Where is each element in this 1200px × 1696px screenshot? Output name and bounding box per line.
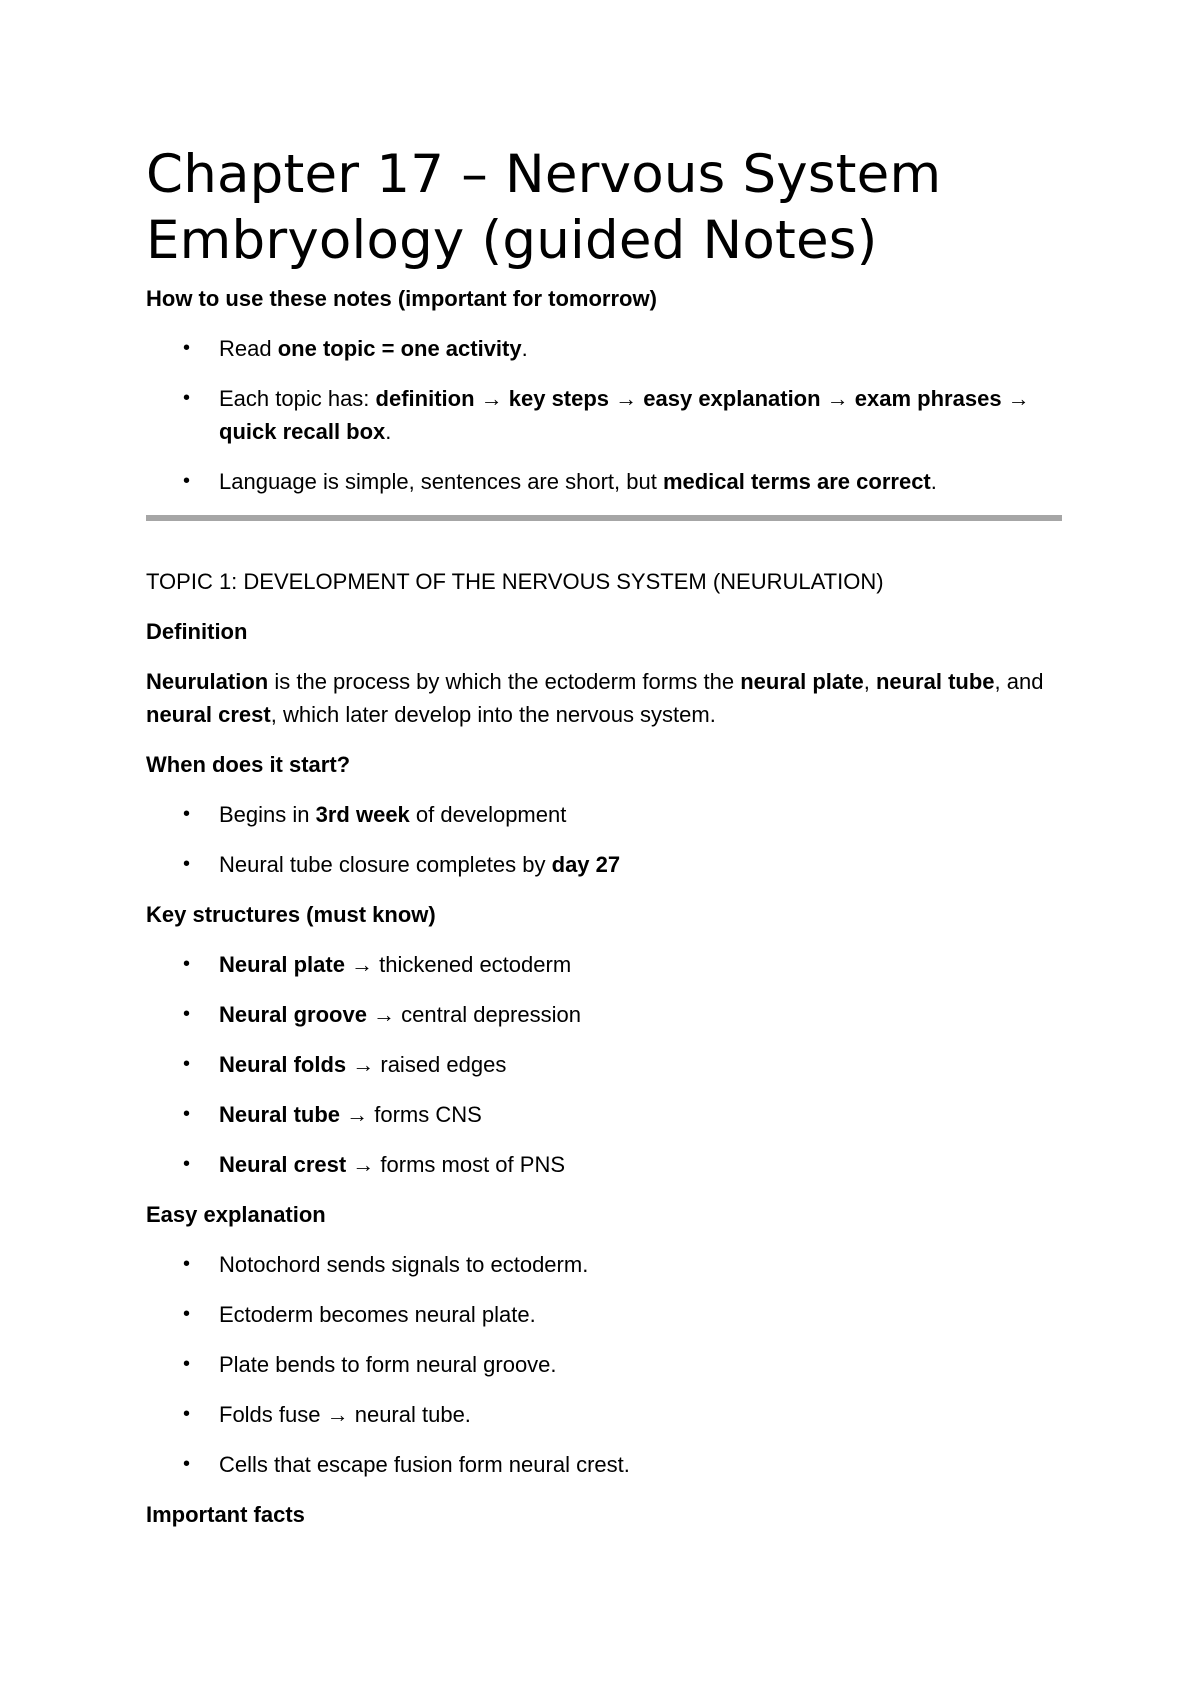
bullet-icon: • bbox=[183, 1453, 191, 1475]
bullet-icon: • bbox=[183, 803, 191, 825]
horizontal-divider bbox=[146, 515, 1062, 521]
text: Ectoderm becomes neural plate. bbox=[219, 1302, 536, 1327]
list-item bbox=[146, 1098, 1062, 1131]
bullet-icon: • bbox=[183, 337, 191, 359]
list-item bbox=[146, 1148, 1062, 1181]
bullet-icon: • bbox=[183, 1053, 191, 1075]
text: Folds fuse → neural tube. bbox=[219, 1402, 471, 1427]
text: → thickened ectoderm bbox=[344, 952, 572, 977]
text: → raised edges bbox=[346, 1052, 507, 1077]
easy-explanation-heading: Easy explanation bbox=[146, 1202, 326, 1227]
text: , bbox=[863, 669, 876, 694]
text: , which later develop into the nervous system. bbox=[270, 702, 716, 727]
howto-heading: How to use these notes (important for tomorrow) bbox=[146, 286, 657, 311]
text: Notochord sends signals to ectoderm. bbox=[219, 1252, 589, 1277]
text: , and bbox=[994, 669, 1044, 694]
list-item bbox=[146, 332, 1062, 365]
howto-list bbox=[146, 332, 1062, 498]
list-item bbox=[146, 998, 1062, 1031]
document-title: Chapter 17 – Nervous System Embryology (guided Notes) bbox=[146, 144, 942, 271]
when-list bbox=[146, 798, 1062, 881]
key-structures-heading: Key structures (must know) bbox=[146, 902, 436, 927]
list-item bbox=[146, 798, 1062, 831]
when-heading: When does it start? bbox=[146, 752, 351, 777]
list-item bbox=[146, 382, 1062, 448]
list-item bbox=[146, 948, 1062, 981]
bullet-icon: • bbox=[183, 1403, 191, 1425]
bullet-icon: • bbox=[183, 1353, 191, 1375]
bold-text: Neural tube bbox=[219, 1102, 341, 1127]
text: Each topic has: bbox=[219, 386, 376, 411]
list-item bbox=[146, 1298, 1062, 1331]
definition-paragraph bbox=[146, 665, 1062, 731]
bullet-icon: • bbox=[183, 1153, 191, 1175]
bullet-icon: • bbox=[183, 953, 191, 975]
list-item bbox=[146, 848, 1062, 881]
list-item bbox=[146, 1348, 1062, 1381]
bold-text: neural crest bbox=[146, 702, 271, 727]
bold-text: neural tube bbox=[875, 669, 995, 694]
bullet-icon: • bbox=[183, 1253, 191, 1275]
bold-text: Neural groove bbox=[219, 1002, 367, 1027]
list-item bbox=[146, 465, 1062, 498]
text: Begins in bbox=[219, 802, 316, 827]
list-item bbox=[146, 1398, 1062, 1431]
bold-text: Neural plate bbox=[219, 952, 345, 977]
bullet-icon: • bbox=[183, 470, 191, 492]
text: Plate bends to form neural groove. bbox=[219, 1352, 557, 1377]
easy-explanation-list bbox=[146, 1248, 1062, 1481]
document-content bbox=[146, 142, 1062, 1548]
bullet-icon: • bbox=[183, 1103, 191, 1125]
text: Cells that escape fusion form neural crest. bbox=[219, 1452, 630, 1477]
bullet-icon: • bbox=[183, 387, 191, 409]
bold-text: day 27 bbox=[551, 852, 621, 877]
text: → central depression bbox=[366, 1002, 581, 1027]
text: Read bbox=[219, 336, 278, 361]
bullet-icon: • bbox=[183, 1003, 191, 1025]
bullet-icon: • bbox=[183, 853, 191, 875]
bold-text: 3rd week bbox=[315, 802, 410, 827]
bold-text: Neurulation bbox=[146, 669, 269, 694]
definition-heading: Definition bbox=[146, 619, 248, 644]
text: → forms CNS bbox=[340, 1102, 482, 1127]
text: is the process by which the ectoderm forms the bbox=[268, 669, 741, 694]
bold-text: Neural crest bbox=[219, 1152, 347, 1177]
bold-text: Neural folds bbox=[219, 1052, 347, 1077]
text: . bbox=[930, 469, 937, 494]
bold-text: definition → key steps → easy explanation → exam phrases → quick recall box bbox=[219, 386, 1030, 444]
list-item bbox=[146, 1448, 1062, 1481]
topic-heading: TOPIC 1: DEVELOPMENT OF THE NERVOUS SYSTEM (NEURULATION) bbox=[146, 569, 884, 594]
list-item bbox=[146, 1048, 1062, 1081]
text: Neural tube closure completes by bbox=[219, 852, 552, 877]
bold-text: medical terms are correct bbox=[662, 469, 931, 494]
list-item bbox=[146, 1248, 1062, 1281]
bullet-icon: • bbox=[183, 1303, 191, 1325]
bold-text: neural plate bbox=[740, 669, 864, 694]
text: → forms most of PNS bbox=[346, 1152, 566, 1177]
text: Language is simple, sentences are short, but bbox=[219, 469, 663, 494]
important-facts-heading: Important facts bbox=[146, 1502, 305, 1527]
bold-text: one topic = one activity bbox=[277, 336, 522, 361]
text: . bbox=[385, 419, 392, 444]
text: of development bbox=[409, 802, 567, 827]
key-structures-list bbox=[146, 948, 1062, 1181]
text: . bbox=[521, 336, 528, 361]
